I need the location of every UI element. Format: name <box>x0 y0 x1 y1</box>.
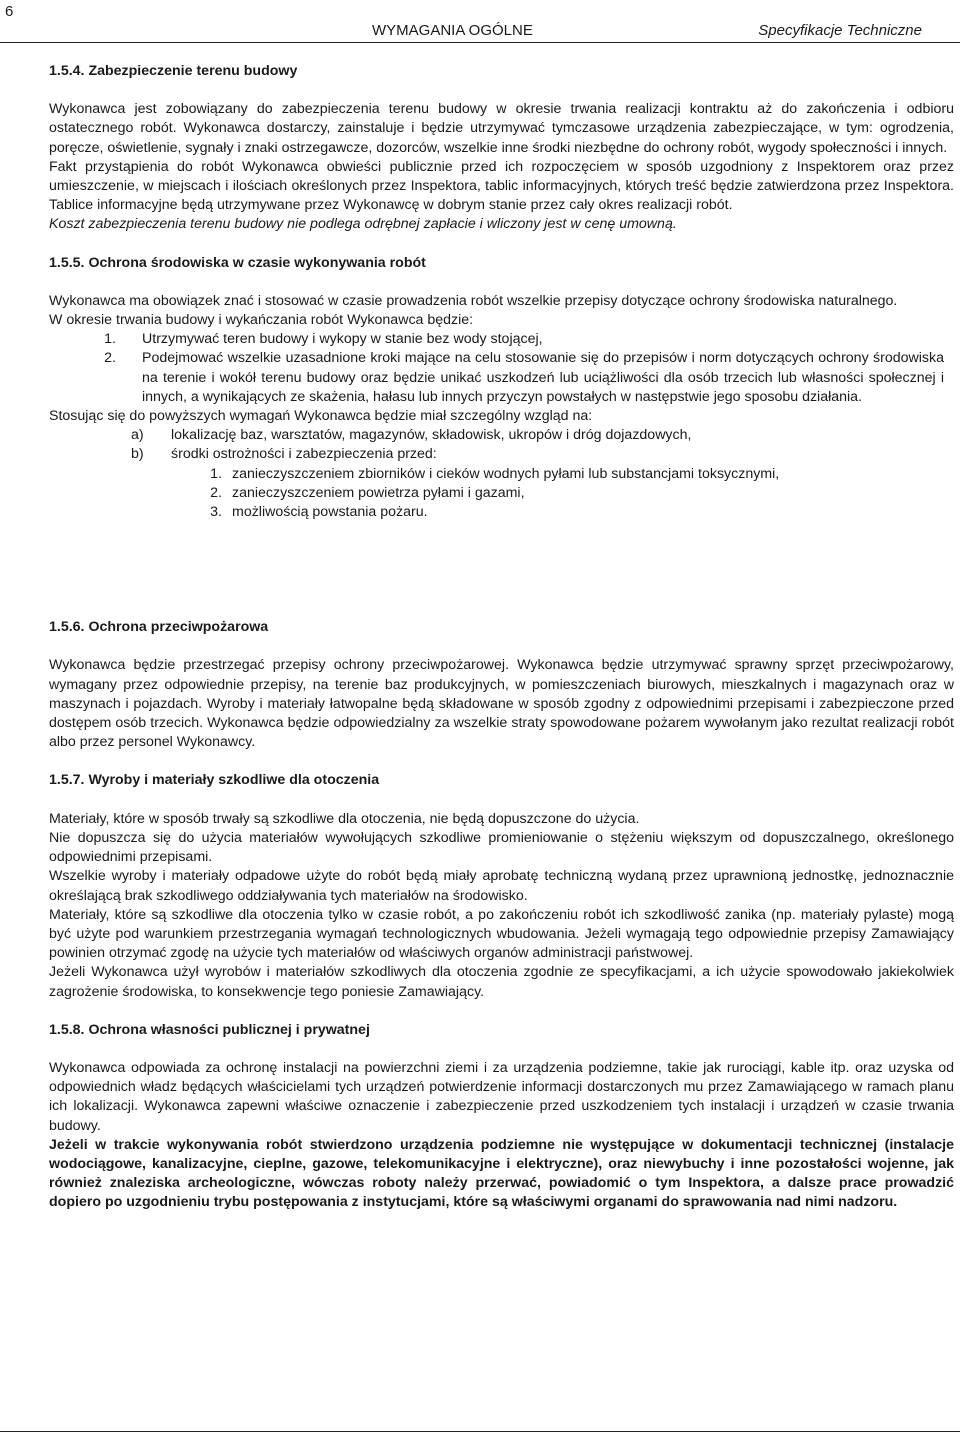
list-item <box>49 426 954 445</box>
section-1-5-7-paragraph-4: Materiały, które są szkodliwe dla otoczenia tylko w czasie robót, a po zakończeniu robót ich szkodliwość zanika (np. materiały pylaste) mogą być użyte pod warunkiem przestrzegania wymagań technologicznych wbudowania. Jeżeli wymagają tego odpowiednie przepisy Zamawiający powinien otrzymać zgodę na użycie tych materiałów od właściwych organów administracji państwowej. <box>49 906 954 962</box>
list-item-text: Utrzymywać teren budowy i wykopy w stanie bez wody stojącej, <box>142 331 543 348</box>
header-divider <box>0 42 960 43</box>
section-1-5-7-paragraph-1: Materiały, które w sposób trwały są szkodliwe dla otoczenia, nie będą dopuszczone do użycia. <box>49 810 640 827</box>
section-1-5-5-title: 1.5.5. Ochrona środowiska w czasie wykonywania robót <box>49 254 426 271</box>
list-item-text: możliwością powstania pożaru. <box>232 504 428 521</box>
section-1-5-8-paragraph-1: Wykonawca odpowiada za ochronę instalacji na powierzchni ziemi i za urządzenia podziemne, takie jak rurociągi, kable itp. oraz uzyska od odpowiednich władz będących właścicielami tych urządzeń potwierdzenie informacji dostarczonych mu przez Zamawiającego w ramach planu ich lokalizacji. Wykonawca zapewni właściwe oznaczenie i zabezpieczenie przed uszkodzeniem tych instalacji i urządzeń w czasie trwania budowy. <box>49 1059 954 1134</box>
list-item-number: 1. <box>104 331 116 348</box>
section-1-5-7-paragraph-3: Wszelkie wyroby i materiały odpadowe użyte do robót będą miały aprobatę techniczną wydaną przez uprawnioną jednostkę, jednoznacznie określającą brak szkodliwego oddziaływania tych materiałów na środowisko. <box>49 868 954 904</box>
list-item <box>49 503 954 522</box>
document-body <box>49 62 954 1213</box>
section-1-5-7-paragraph-2: Nie dopuszcza się do użycia materiałów wywołujących szkodliwe promieniowanie o stężeniu większym od dopuszczalnego, określonego odpowiednimi przepisami. <box>49 829 954 866</box>
section-1-5-6-paragraph-1: Wykonawca będzie przestrzegać przepisy ochrony przeciwpożarowej. Wykonawca będzie utrzymywać sprawny sprzęt przeciwpożarowy, wymagany przez odpowiednie przepisy, na terenie baz produkcyjnych, w pomieszczeniach biurowych, mieszkalnych i magazynach oraz w maszynach i pojazdach. Wyroby i materiały łatwopalne będą składowane w sposób zgodny z odpowiednimi przepisami i zabezpieczone przed dostępem osób trzecich. Wykonawca będzie odpowiedzialny za wszelkie straty spowodowane pożarem wywołanym jako rezultat realizacji robót albo przez personel Wykonawcy. <box>49 657 954 751</box>
list-item-letter: a) <box>131 427 144 444</box>
section-1-5-8-title: 1.5.8. Ochrona własności publicznej i prywatnej <box>49 1021 370 1038</box>
list-item-text: Podejmować wszelkie uzasadnione kroki mające na celu stosowanie się do przepisów i norm dotyczących ochrony środowiska na terenie i wokół terenu budowy oraz będzie unikać uszkodzeń lub uciążliwości dla osób trzecich lub własności społecznej i innych, a wynikających ze skażenia, hałasu lub innych przyczyn powstałych w następstwie jego sposobu działania. <box>142 350 944 405</box>
section-1-5-7-paragraph-5: Jeżeli Wykonawca użył wyrobów i materiałów szkodliwych dla otoczenia zgodnie ze specyfikacjami, a ich użycie spowodowało jakiekolwiek zagrożenie środowiska, to konsekwencje tego poniesie Zamawiający. <box>49 964 954 1000</box>
section-1-5-4-paragraph-2: Fakt przystąpienia do robót Wykonawca obwieści publicznie przed ich rozpoczęciem w sposób uzgodniony z Inspektorem oraz przez umieszczenie, w miejscach i ilościach określonych przez Inspektora, tablic informacyjnych, których treść będzie zatwierdzona przez Inspektora. Tablice informacyjne będą utrzymywane przez Wykonawcę w dobrym stanie przez cały okres realizacji robót. <box>49 158 954 214</box>
section-1-5-5-paragraph-3: Stosując się do powyższych wymagań Wykonawca będzie miał szczególny wzgląd na: <box>49 408 593 425</box>
footer-divider <box>0 1431 960 1432</box>
section-1-5-5-paragraph-2: W okresie trwania budowy i wykańczania robót Wykonawca będzie: <box>49 312 474 329</box>
list-item-text: zanieczyszczeniem powietrza pyłami i gazami, <box>232 484 525 501</box>
list-item-number: 3. <box>210 504 222 521</box>
section-1-5-4-title: 1.5.4. Zabezpieczenie terenu budowy <box>49 63 298 79</box>
section-1-5-5-paragraph-1: Wykonawca ma obowiązek znać i stosować w czasie prowadzenia robót wszelkie przepisy dotyczące ochrony środowiska naturalnego. <box>49 292 898 309</box>
list-item <box>49 484 954 503</box>
list-item <box>49 445 954 464</box>
section-1-5-7-title: 1.5.7. Wyroby i materiały szkodliwe dla otoczenia <box>49 772 380 789</box>
list-item <box>49 330 954 349</box>
list-item-number: 2. <box>104 350 116 367</box>
list-item-text: lokalizację baz, warsztatów, magazynów, składowisk, ukropów i dróg dojazdowych, <box>171 427 692 444</box>
page-number: 6 <box>5 3 14 20</box>
list-item-number: 1. <box>210 465 222 482</box>
list-item-number: 2. <box>210 484 222 501</box>
section-1-5-4-paragraph-1: Wykonawca jest zobowiązany do zabezpieczenia terenu budowy w okresie trwania realizacji kontraktu aż do zakończenia i odbioru ostatecznego robót. Wykonawca dostarczy, zainstaluje i będzie utrzymywać tymczasowe urządzenia zabezpieczające, w tym: ogrodzenia, poręcze, oświetlenie, sygnały i znaki ostrzegawcze, dozorców, wszelkie inne środki niezbędne do ochrony robót, wygody społeczności i innych. <box>49 101 954 156</box>
section-1-5-4-paragraph-3: Koszt zabezpieczenia terenu budowy nie podlega odrębnej zapłacie i wliczony jest w cenę umowną. <box>49 216 677 233</box>
section-1-5-6-title: 1.5.6. Ochrona przeciwpożarowa <box>49 619 269 636</box>
list-item <box>49 465 954 484</box>
list-item-text: zanieczyszczeniem zbiorników i cieków wodnych pyłami lub substancjami toksycznymi, <box>232 465 780 482</box>
list-item <box>49 349 954 407</box>
list-item-letter: b) <box>131 446 144 463</box>
running-header-spec: Specyfikacje Techniczne <box>758 22 922 39</box>
section-1-5-8-paragraph-2: Jeżeli w trakcie wykonywania robót stwierdzono urządzenia podziemne nie występujące w dokumentacji technicznej (instalacje wodociągowe, kanalizacyjne, cieplne, gazowe, telekomunikacyjne i elektryczne), oraz niewybuchy i inne pozostałości wojenne, jak również znaleziska archeologiczne, wówczas roboty należy przerwać, powiadomić o tym Inspektora, a dalsze prace prowadzić dopiero po uzgodnieniu trybu postępowania z instytucjami, które są właściwymi organami do sprawowania nad nimi nadzoru. <box>49 1136 954 1211</box>
list-item-text: środki ostrożności i zabezpieczenia przed: <box>171 446 437 463</box>
running-header-title: WYMAGANIA OGÓLNE <box>372 22 533 39</box>
